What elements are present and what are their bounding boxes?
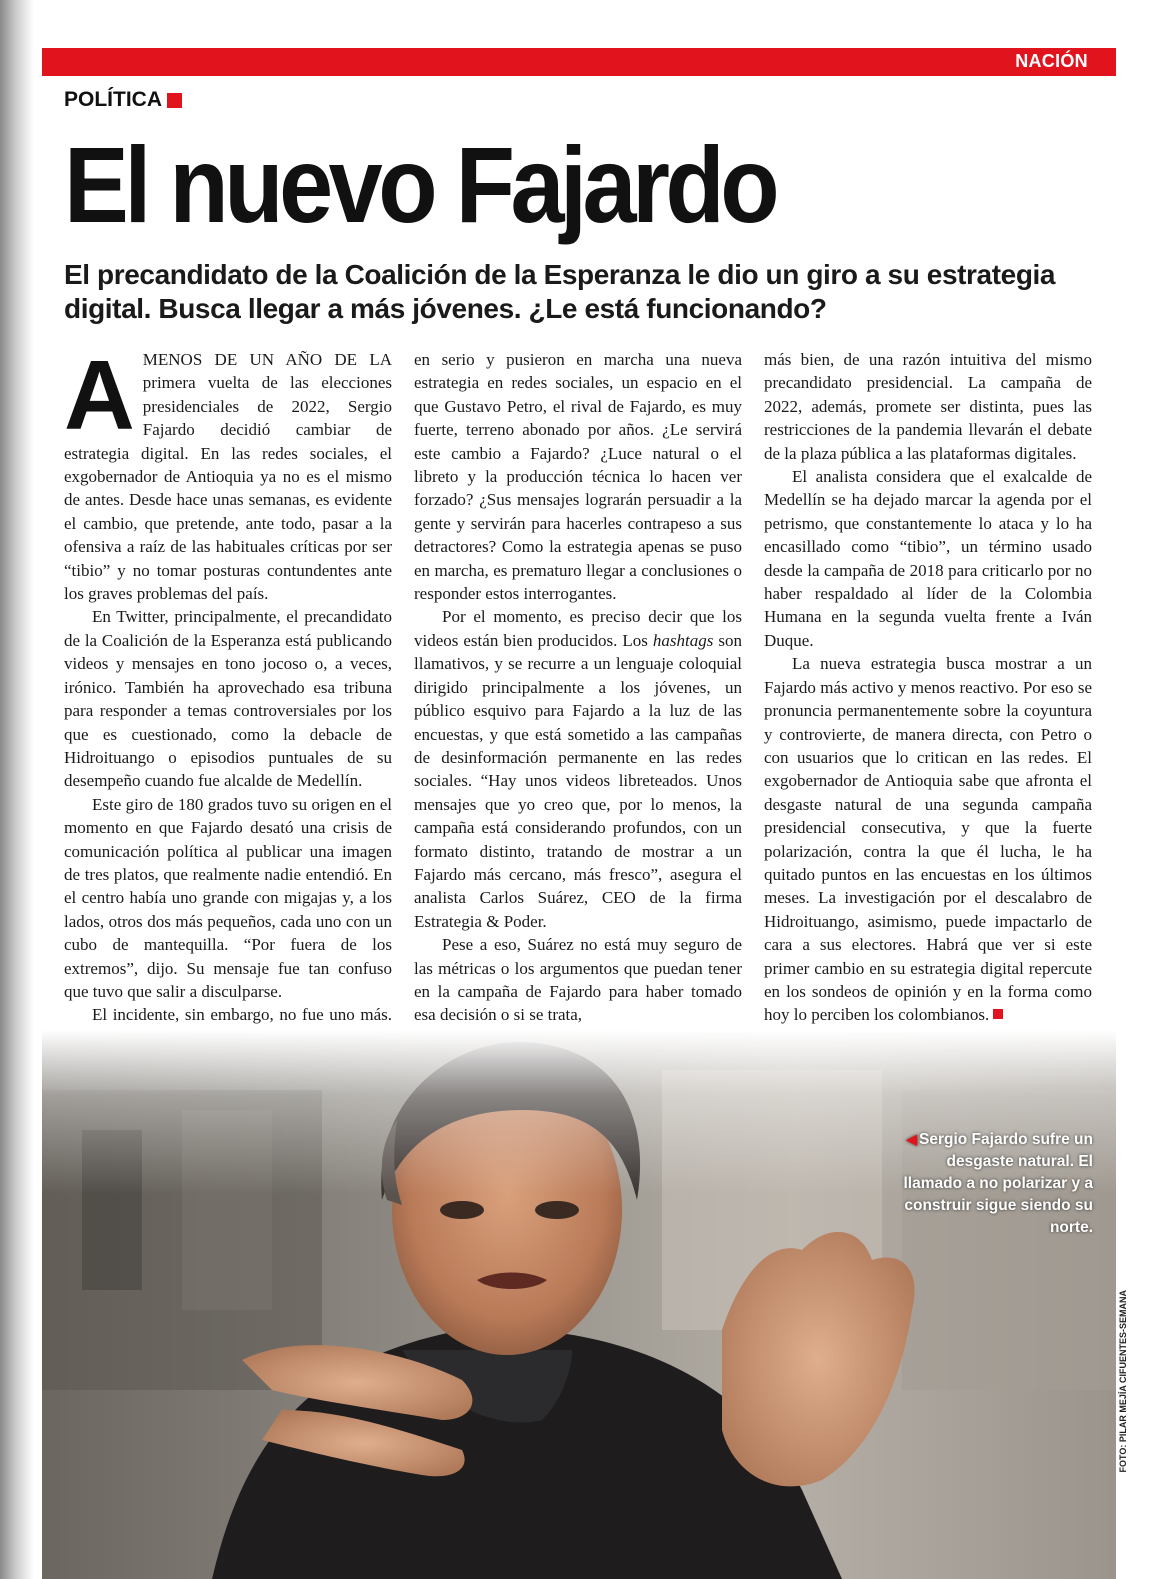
page-gutter-shadow	[0, 0, 34, 1579]
paragraph: Pese a eso, Suárez no está muy seguro de las métricas o los argumentos que puedan tener en la campaña de Fajardo para haber tomado esa decisión o si se trata,	[414, 935, 742, 1025]
paragraph: En Twitter, principalmente, el precandidato de la Coalición de la Esperanza está publicando videos y mensajes en tono jocoso o, a veces, irónico. También ha aprovechado esa tribuna para responder a temas controversiales por los que es cuestionado, como la debacle de Hidroituango o episodios puntuales de su desempeño cuando fue alcalde de Medellín.	[64, 607, 392, 791]
paragraph: Este giro de 180 grados tuvo su origen en el momento en que Fajardo desató una crisis de comunicación política al publicar una imagen de tres platos, que realmente nadie entendió. En el centro había uno grande con migajas y, a los lados, otros dos más pequeños, cada uno con un cubo de mantequilla. “Por fuera de los extremos”, dijo. Su mensaje fue tan confuso que tuvo que salir a disculparse.	[64, 794, 392, 1001]
column-2	[414, 348, 742, 1027]
paragraph: El incidente, sin embargo, no fue uno más.	[92, 1005, 392, 1025]
caption-arrow-icon: ◀	[906, 1131, 918, 1147]
kicker-label: POLÍTICA	[64, 88, 162, 111]
paragraph: más bien, de una razón intuitiva del mismo precandidato presidencial. La campaña de 2022, además, promete ser distinta, pues las restricciones de la pandemia llevarán el debate de la plaza pública a las plataformas digitales.	[764, 350, 1092, 463]
column-3	[764, 348, 1092, 1027]
kicker	[64, 88, 182, 112]
article-body	[64, 340, 1092, 1068]
column-1	[64, 340, 392, 1050]
paragraph: El analista considera que el exalcalde de Medellín se ha dejado marcar la agenda por el petrismo, que constantemente lo ataca y lo ha encasillado como “tibio”, un término usado desde la campaña de 2018 para criticarlo por no haber respaldado al líder de la Colombia Humana en la segunda vuelta frente a Iván Duque.	[764, 467, 1092, 650]
kicker-square-icon	[167, 93, 182, 108]
paragraph: A MENOS DE UN AÑO DE LA primera vuelta de las elecciones presidenciales de 2022, Sergio Fajardo decidió cambiar de estrategia digital. En las redes sociales, el exgobernador de Antioquia ya no es el mismo de antes. Desde hace unas semanas, es evidente el cambio, que pretende, ante todo, pasar a la ofensiva a raíz de las habituales críticas por ser “tibio” y no tomar posturas contundentes ante los graves problemas del país.	[64, 340, 392, 604]
photo-credit: FOTO: PILAR MEJÍA CIFUENTES-SEMANA	[1118, 1290, 1128, 1473]
section-bar	[42, 48, 1116, 76]
photo-caption: ◀ Sergio Fajardo sufre un desgaste natural. El llamado a no polarizar y a construir sigue siendo su norte.	[903, 1131, 1093, 1236]
deck: El precandidato de la Coalición de la Esperanza le dio un giro a su estrategia digital. Busca llegar a más jóvenes. ¿Le está funcionando?	[64, 259, 1056, 324]
portrait-photo	[42, 1030, 1116, 1579]
paragraph: en serio y pusieron en marcha una nueva estrategia en redes sociales, un espacio en el que Gustavo Petro, el rival de Fajardo, es muy fuerte, terreno abonado por años. ¿Le servirá este cambio a Fajardo? ¿Luce natural o el libreto y la producción técnica lo hacen ver forzado? ¿Sus mensajes lograrán persuadir a la gente y servirán para hacerles contrapeso a sus detractores? Como la estrategia apenas se puso en marcha, es prematuro llegar a conclusiones o responder estos interrogantes.	[414, 350, 742, 604]
dropcap: A	[64, 340, 135, 450]
section-label: NACIÓN	[1015, 51, 1088, 71]
photo-illustration	[42, 1030, 1116, 1579]
paragraph: La nueva estrategia busca mostrar a un Fajardo más activo y menos reactivo. Por eso se pronuncia permanentemente sobre la coyuntura y controvierte, de manera directa, con Petro o con usuarios que lo critican en las redes. El exgobernador de Antioquia sabe que afronta el desgaste natural de una segunda campaña presidencial consecutiva, y que la fuerte polarización, contra la que él lucha, le ha quitado puntos en las encuestas en los últimos meses. La investigación por el descalabro de Hidroituango, asimismo, puede impactarlo de cara a sus electores. Habrá que ver si este primer cambio en su estrategia digital repercute en los sondeos de opinión y en la forma como hoy lo perciben los colombianos.	[764, 654, 1092, 1025]
paragraph: Por el momento, es preciso decir que los videos están bien producidos. Los hashtags son llamativos, y se recurre a un lenguaje coloquial dirigido principalmente a los jóvenes, un público esquivo para Fajardo a la luz de las encuestas, y que está sometido a las campañas de desinformación permanente en las redes sociales. “Hay unos videos libreteados. Unos mensajes que yo creo que, por lo menos, la campaña está considerando profundos, con un formato distinto, tratando de mostrar a un Fajardo más cercano, más fresco”, asegura el analista Carlos Suárez, CEO de la firma Estrategia & Poder.	[414, 607, 742, 931]
headline: El nuevo Fajardo	[64, 124, 776, 245]
end-mark-icon	[993, 1009, 1003, 1019]
